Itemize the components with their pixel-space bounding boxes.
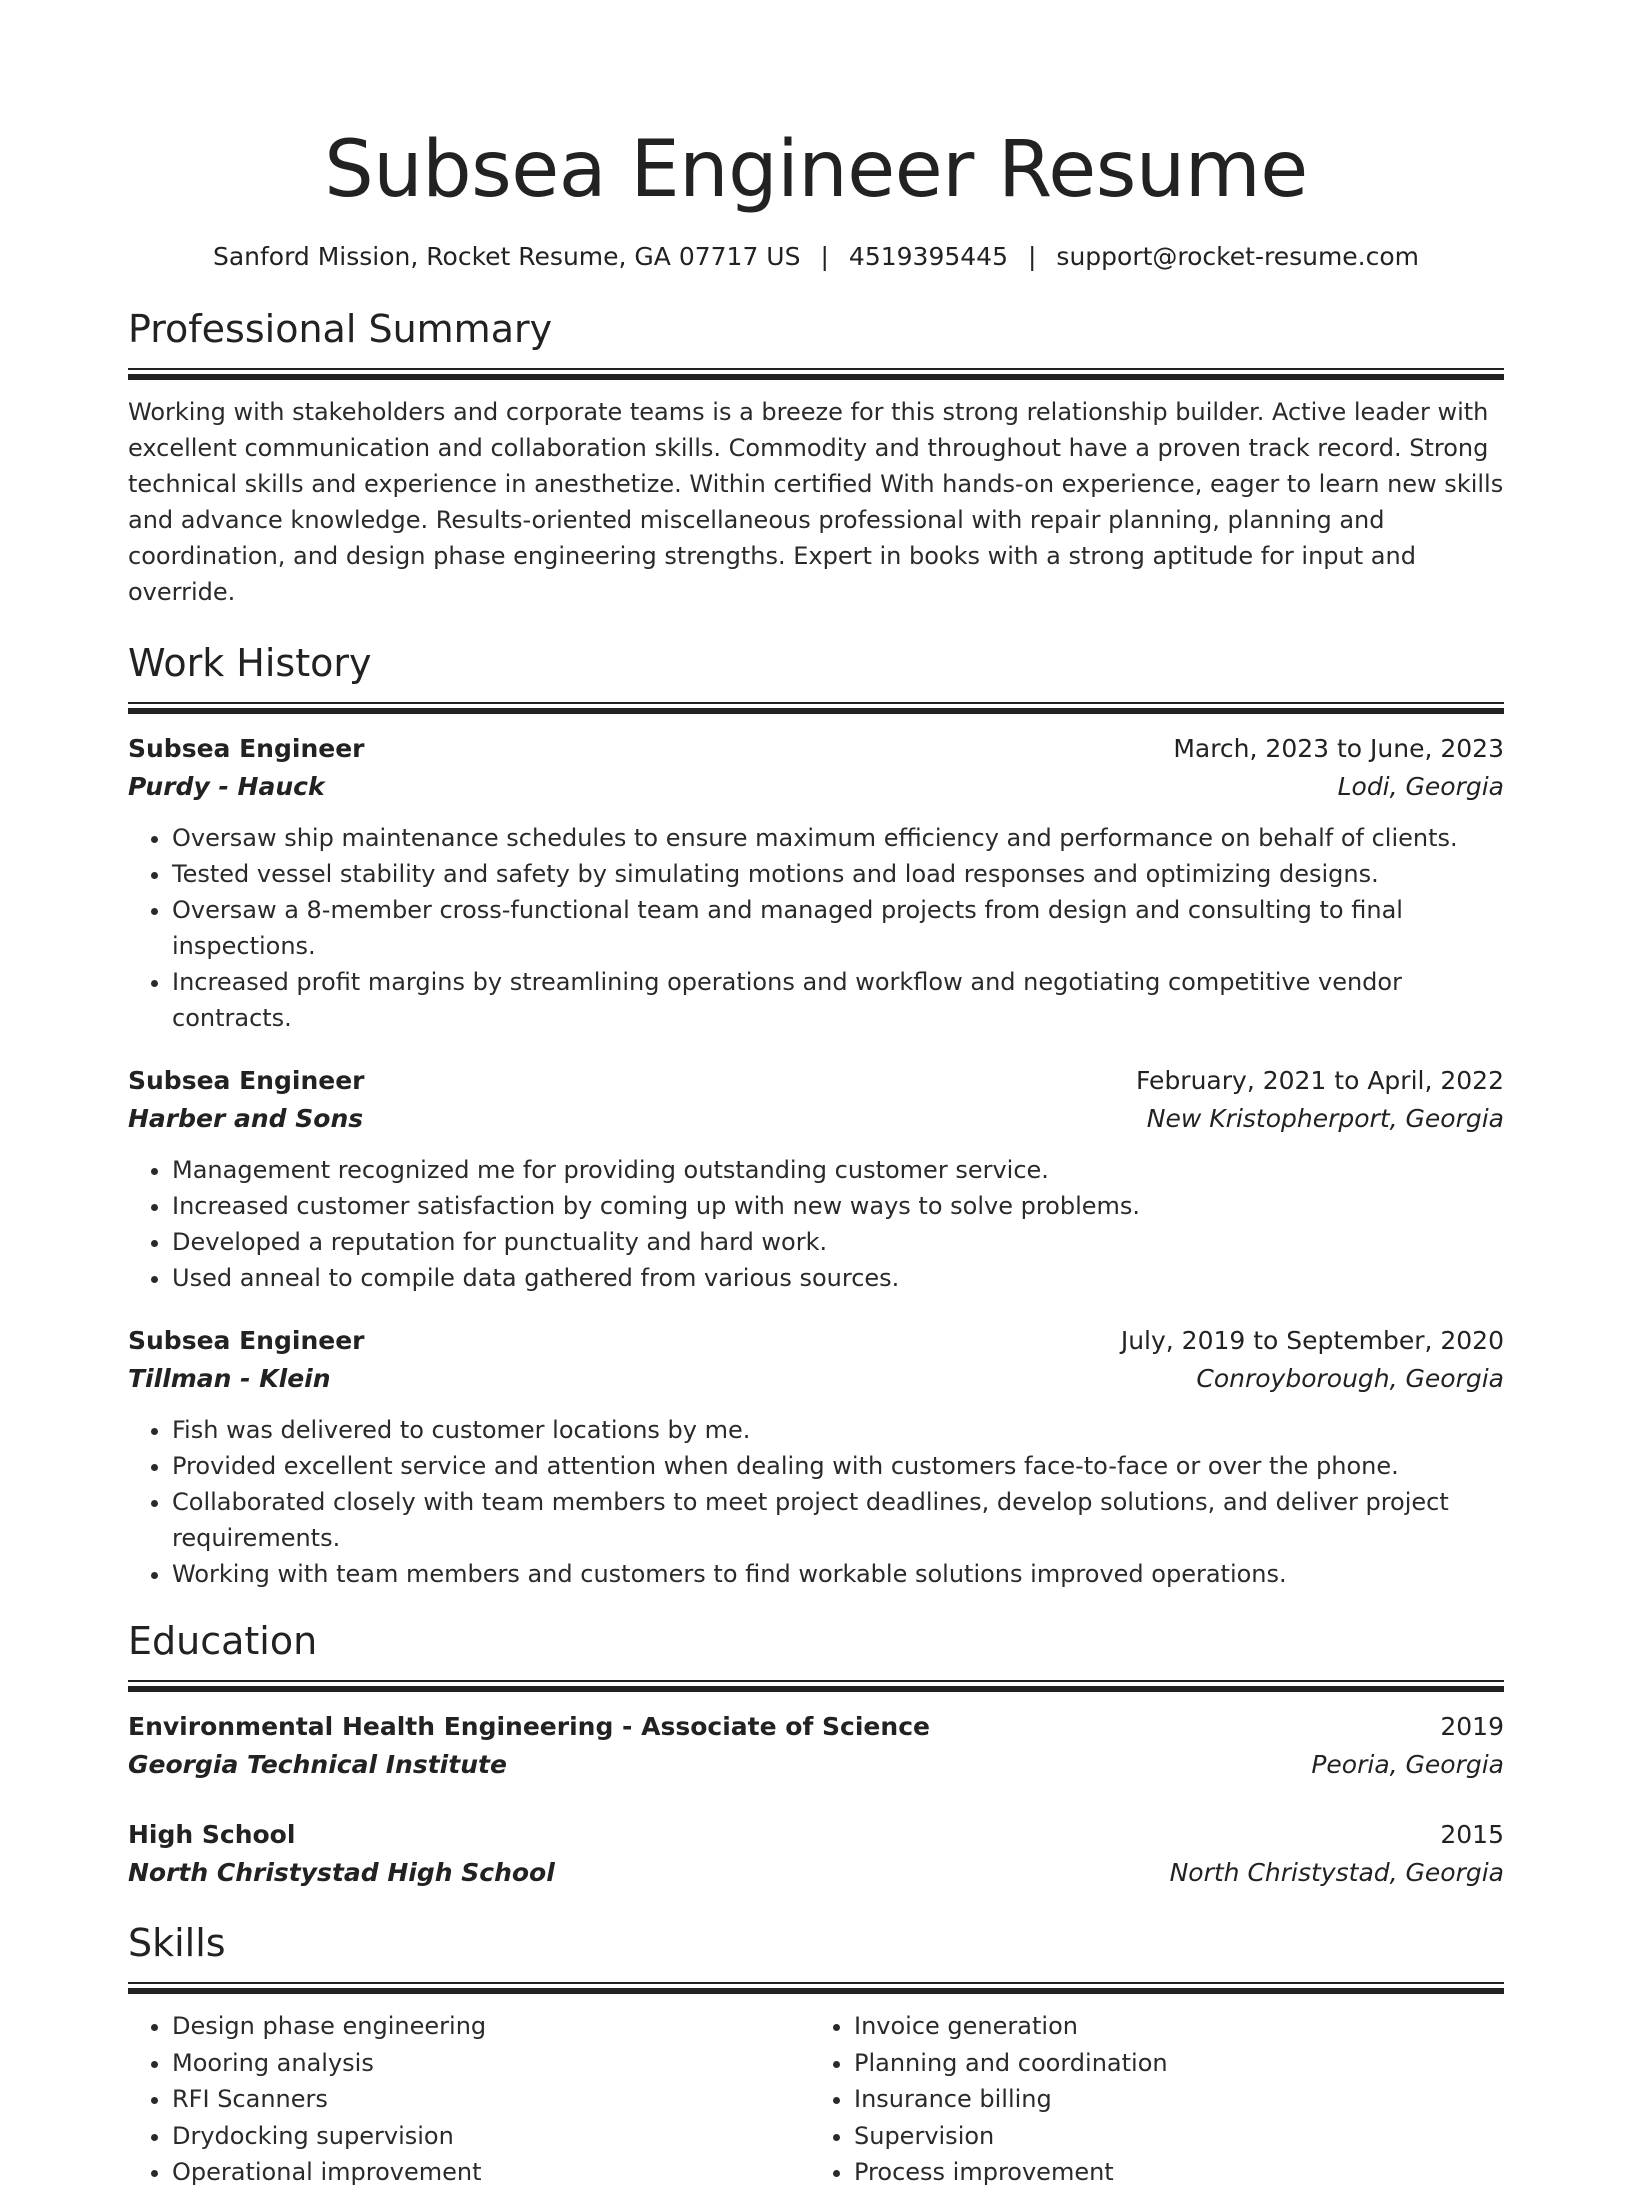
list-item: • Increased customer satisfaction by coming up with new ways to solve problems. — [172, 1188, 1504, 1224]
list-item: • Tested vessel stability and safety by simulating motions and load responses and optimizing designs. — [172, 856, 1504, 892]
skills-list-right — [804, 2008, 1486, 2191]
job-title: Subsea Engineer — [128, 1066, 365, 1095]
work-history-section — [128, 638, 1504, 1592]
list-item: • Management recognized me for providing outstanding customer service. — [172, 1152, 1504, 1188]
list-item: • Planning and coordination — [854, 2045, 1486, 2082]
job-org-row — [128, 1360, 1504, 1398]
list-item: • Developed a reputation for punctuality and hard work. — [172, 1224, 1504, 1260]
list-item: • Operational improvement — [172, 2154, 804, 2191]
list-item: • Oversaw a 8-member cross-functional team and managed projects from design and consulting to final inspections. — [172, 892, 1504, 964]
job-org-row — [128, 768, 1504, 806]
section-heading: Education — [128, 1619, 318, 1663]
job-location: Conroyborough, Georgia — [1196, 1364, 1504, 1393]
education-degree: High School — [128, 1820, 296, 1849]
resume-page — [128, 0, 1504, 2191]
list-item: • Used anneal to compile data gathered from various sources. — [172, 1260, 1504, 1296]
list-item: • Supervision — [854, 2118, 1486, 2155]
job-header-row — [128, 1062, 1504, 1100]
job-entry — [128, 730, 1504, 1036]
job-dates: February, 2021 to April, 2022 — [1136, 1066, 1504, 1095]
education-school-row — [128, 1854, 1504, 1892]
section-heading: Skills — [128, 1921, 226, 1965]
list-item: • RFI Scanners — [172, 2081, 804, 2118]
job-dates: March, 2023 to June, 2023 — [1173, 734, 1504, 763]
education-header-row — [128, 1708, 1504, 1746]
job-entry — [128, 1322, 1504, 1592]
education-section — [128, 1616, 1504, 1892]
job-bullets — [128, 1152, 1504, 1296]
list-item: • Drydocking supervision — [172, 2118, 804, 2155]
education-location: Peoria, Georgia — [1311, 1750, 1504, 1779]
job-header-row — [128, 730, 1504, 768]
education-school: North Christystad High School — [128, 1858, 555, 1887]
contact-separator: | — [820, 242, 829, 271]
list-item: • Mooring analysis — [172, 2045, 804, 2082]
section-heading: Work History — [128, 641, 372, 685]
job-bullets — [128, 820, 1504, 1036]
education-school-row — [128, 1746, 1504, 1784]
list-item: • Oversaw ship maintenance schedules to ensure maximum efficiency and performance on behalf of clients. — [172, 820, 1504, 856]
job-company: Harber and Sons — [128, 1104, 364, 1133]
education-entry — [128, 1708, 1504, 1784]
resume-title: Subsea Engineer Resume — [324, 125, 1308, 215]
section-divider — [128, 1680, 1504, 1692]
list-item: • Fish was delivered to customer locations by me. — [172, 1412, 1504, 1448]
section-divider — [128, 702, 1504, 714]
education-school: Georgia Technical Institute — [128, 1750, 507, 1779]
job-title: Subsea Engineer — [128, 734, 365, 763]
section-divider — [128, 1982, 1504, 1994]
education-year: 2015 — [1440, 1820, 1504, 1849]
job-location: New Kristopherport, Georgia — [1146, 1104, 1504, 1133]
list-item: • Increased profit margins by streamlining operations and workflow and negotiating competitive vendor contracts. — [172, 964, 1504, 1036]
list-item: • Provided excellent service and attention when dealing with customers face-to-face or over the phone. — [172, 1448, 1504, 1484]
list-item: • Process improvement — [854, 2154, 1486, 2191]
list-item: • Invoice generation — [854, 2008, 1486, 2045]
job-header-row — [128, 1322, 1504, 1360]
summary-text: Working with stakeholders and corporate teams is a breeze for this strong relationship builder. Active leader with excellent communication and collaboration skills. Commodity and throughout have a proven track record. Strong technical skills and experience in anesthetize. Within certified With hands-on experience, eager to learn new skills and advance knowledge. Results-oriented miscellaneous professional with repair planning, planning and coordination, and design phase engineering strengths. Expert in books with a strong aptitude for input and override. — [128, 398, 1504, 606]
section-divider — [128, 368, 1504, 380]
job-dates: July, 2019 to September, 2020 — [1120, 1326, 1504, 1355]
job-org-row — [128, 1100, 1504, 1138]
education-year: 2019 — [1440, 1712, 1504, 1741]
list-item: • Design phase engineering — [172, 2008, 804, 2045]
contact-separator: | — [1027, 242, 1037, 271]
list-item: • Working with team members and customers to find workable solutions improved operations. — [172, 1556, 1504, 1592]
section-heading: Professional Summary — [128, 307, 553, 351]
education-header-row — [128, 1816, 1504, 1854]
education-entry — [128, 1816, 1504, 1892]
skills-list-left — [128, 2008, 804, 2191]
job-company: Tillman - Klein — [128, 1364, 331, 1393]
list-item: • Collaborated closely with team members to meet project deadlines, develop solutions, and deliver project requirements. — [172, 1484, 1504, 1556]
contact-line — [128, 240, 1504, 274]
summary-section — [128, 304, 1504, 610]
contact-address: Sanford Mission, Rocket Resume, GA 07717 US — [212, 242, 801, 271]
skills-grid — [128, 2008, 1504, 2191]
contact-email[interactable]: support@rocket-resume.com — [1056, 242, 1420, 271]
job-title: Subsea Engineer — [128, 1326, 365, 1355]
job-location: Lodi, Georgia — [1337, 772, 1504, 801]
job-company: Purdy - Hauck — [128, 772, 325, 801]
job-bullets — [128, 1412, 1504, 1592]
skills-section — [128, 1918, 1504, 2191]
education-degree: Environmental Health Engineering - Associate of Science — [128, 1712, 930, 1741]
job-entry — [128, 1062, 1504, 1296]
list-item: • Insurance billing — [854, 2081, 1486, 2118]
contact-phone: 4519395445 — [848, 242, 1008, 271]
education-location: North Christystad, Georgia — [1169, 1858, 1504, 1887]
